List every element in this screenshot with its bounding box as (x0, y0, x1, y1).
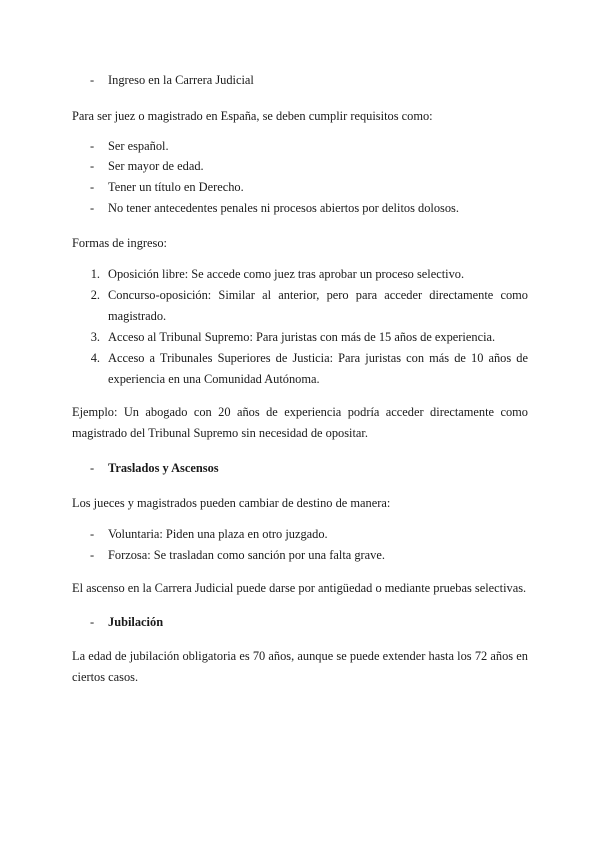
promotion-paragraph: El ascenso en la Carrera Judicial puede darse por antigüedad o mediante pruebas selectivas. (72, 581, 527, 595)
list-dash: - (90, 461, 95, 475)
forms-intro: Formas de ingreso: (72, 236, 167, 250)
example-paragraph-continuation: magistrado del Tribunal Supremo sin necesidad de opositar. (72, 426, 368, 440)
form-item: Concurso-oposición: Similar al anterior, pero para acceder directamente como (108, 288, 528, 302)
list-dash: - (90, 73, 95, 87)
requirement-item: Tener un título en Derecho. (108, 180, 244, 194)
list-dash: - (90, 180, 95, 194)
form-item-continuation: experiencia en una Comunidad Autónoma. (108, 372, 320, 386)
list-dash: - (90, 615, 95, 629)
requirement-item: Ser español. (108, 139, 169, 153)
list-number: 3. (90, 330, 100, 344)
section-heading-traslados: Traslados y Ascensos (108, 461, 219, 475)
retirement-paragraph-continuation: ciertos casos. (72, 670, 139, 684)
list-dash: - (90, 527, 95, 541)
list-number: 2. (90, 288, 100, 302)
list-dash: - (90, 139, 95, 153)
requirements-intro: Para ser juez o magistrado en España, se deben cumplir requisitos como: (72, 109, 433, 123)
transfer-item: Voluntaria: Piden una plaza en otro juzgado. (108, 527, 328, 541)
requirement-item: No tener antecedentes penales ni procesos abiertos por delitos dolosos. (108, 201, 459, 215)
list-number: 4. (90, 351, 100, 365)
list-dash: - (90, 159, 95, 173)
section-heading-jubilacion: Jubilación (108, 615, 164, 629)
requirement-item: Ser mayor de edad. (108, 159, 204, 173)
form-item: Acceso al Tribunal Supremo: Para juristas con más de 15 años de experiencia. (108, 330, 496, 344)
section-heading-ingreso: Ingreso en la Carrera Judicial (108, 73, 254, 87)
list-dash: - (90, 201, 95, 215)
form-item: Oposición libre: Se accede como juez tras aprobar un proceso selectivo. (108, 267, 465, 281)
transfers-intro: Los jueces y magistrados pueden cambiar de destino de manera: (72, 496, 391, 510)
form-item: Acceso a Tribunales Superiores de Justicia: Para juristas con más de 10 años de (108, 351, 528, 365)
transfer-item: Forzosa: Se trasladan como sanción por una falta grave. (108, 548, 385, 562)
list-dash: - (90, 548, 95, 562)
list-number: 1. (90, 267, 100, 281)
example-paragraph: Ejemplo: Un abogado con 20 años de experiencia podría acceder directamente como (72, 405, 528, 419)
retirement-paragraph: La edad de jubilación obligatoria es 70 años, aunque se puede extender hasta los 72 años en (72, 649, 528, 663)
form-item-continuation: magistrado. (108, 309, 167, 323)
